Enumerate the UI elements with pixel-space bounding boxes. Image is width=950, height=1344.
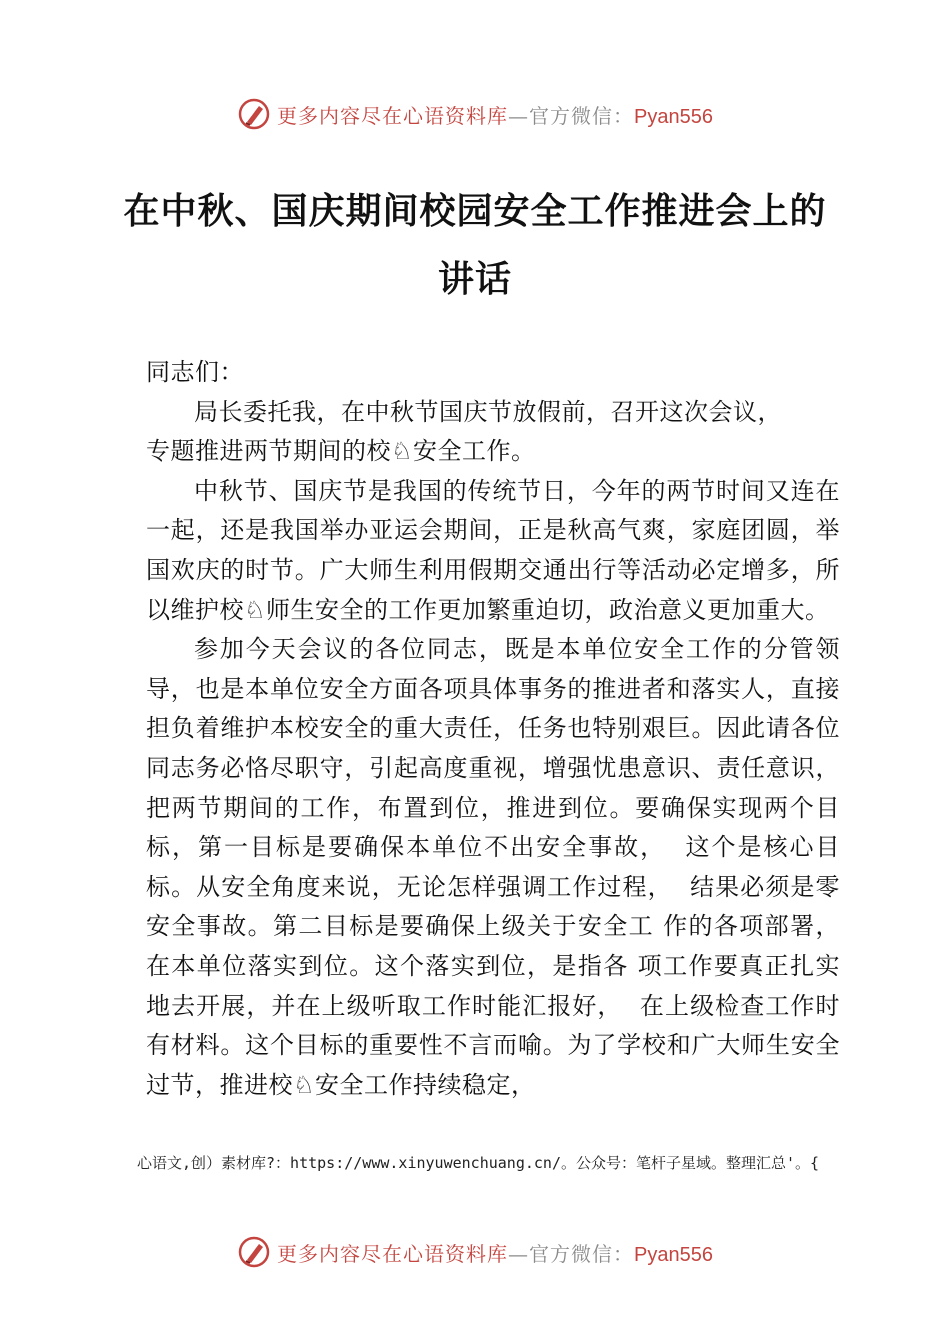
watermark-text — [277, 1238, 713, 1267]
watermark-footer — [0, 1234, 950, 1270]
watermark-brand: 更多内容尽在心语资料库 — [277, 1241, 509, 1266]
document-body — [146, 353, 840, 1105]
watermark-header — [0, 96, 950, 132]
source-footnote: 心语文,创）素材库?：https://www.xinyuwenchuang.cn/。公众号：笔杆子星域。整理汇总'。{ — [137, 1154, 820, 1172]
pen-logo-icon — [237, 1235, 271, 1269]
watermark-dash: —官方微信： — [508, 103, 635, 128]
paragraph-1: 局长委托我，在中秋节国庆节放假前，召开这次会议， 专题推进两节期间的校♘安全工作。 — [146, 397, 782, 466]
salutation: 同志们： — [146, 358, 244, 386]
document-title: 在中秋、国庆期间校园安全工作推进会上的讲话 — [123, 191, 827, 300]
paragraph-2: 中秋节、国庆节是我国的传统节日，今年的两节时间又连在一起，还是我国举办亚运会期间，正是秋高气爽，家庭团圆，举国欢庆的时节。广大师生利用假期交通出行等活动必定增多，所以维护校♘师生安全的工作更加繁重迫切，政治意义更加重大。 — [146, 476, 840, 624]
watermark-dash: —官方微信： — [508, 1241, 635, 1266]
watermark-wechat-id: Pyan556 — [634, 105, 713, 128]
watermark-wechat-id: Pyan556 — [634, 1243, 713, 1266]
watermark-brand: 更多内容尽在心语资料库 — [277, 103, 509, 128]
pen-logo-icon — [237, 97, 271, 131]
paragraph-3: 参加今天会议的各位同志，既是本单位安全工作的分管领导，也是本单位安全方面各项具体事务的推进者和落实人，直接担负着维护本校安全的重大责任，任务也特别艰巨。因此请各位同志务必恪尽职守，引起高度重视，增强忧患意识、责任意识，把两节期间的工作，布置到位，推进到位。要确保实现两个目标，第一目标是要确保本单位不出安全事故， 这个是核心目标。从安全角度来说，无论怎样强调工作过程， 结果必须是零安全事故。第二目标是要确保上级关于安全工 作的各项部署，在本单位落实到位。这个落实到位，是指各 项工作要真正扎实地去开展，并在上级听取工作时能汇报好， 在上级检查工作时有材料。这个目标的重要性不言而喻。为了学校和广大师生安全过节，推进校♘安全工作持续稳定， — [146, 635, 840, 1099]
watermark-text — [277, 100, 713, 129]
